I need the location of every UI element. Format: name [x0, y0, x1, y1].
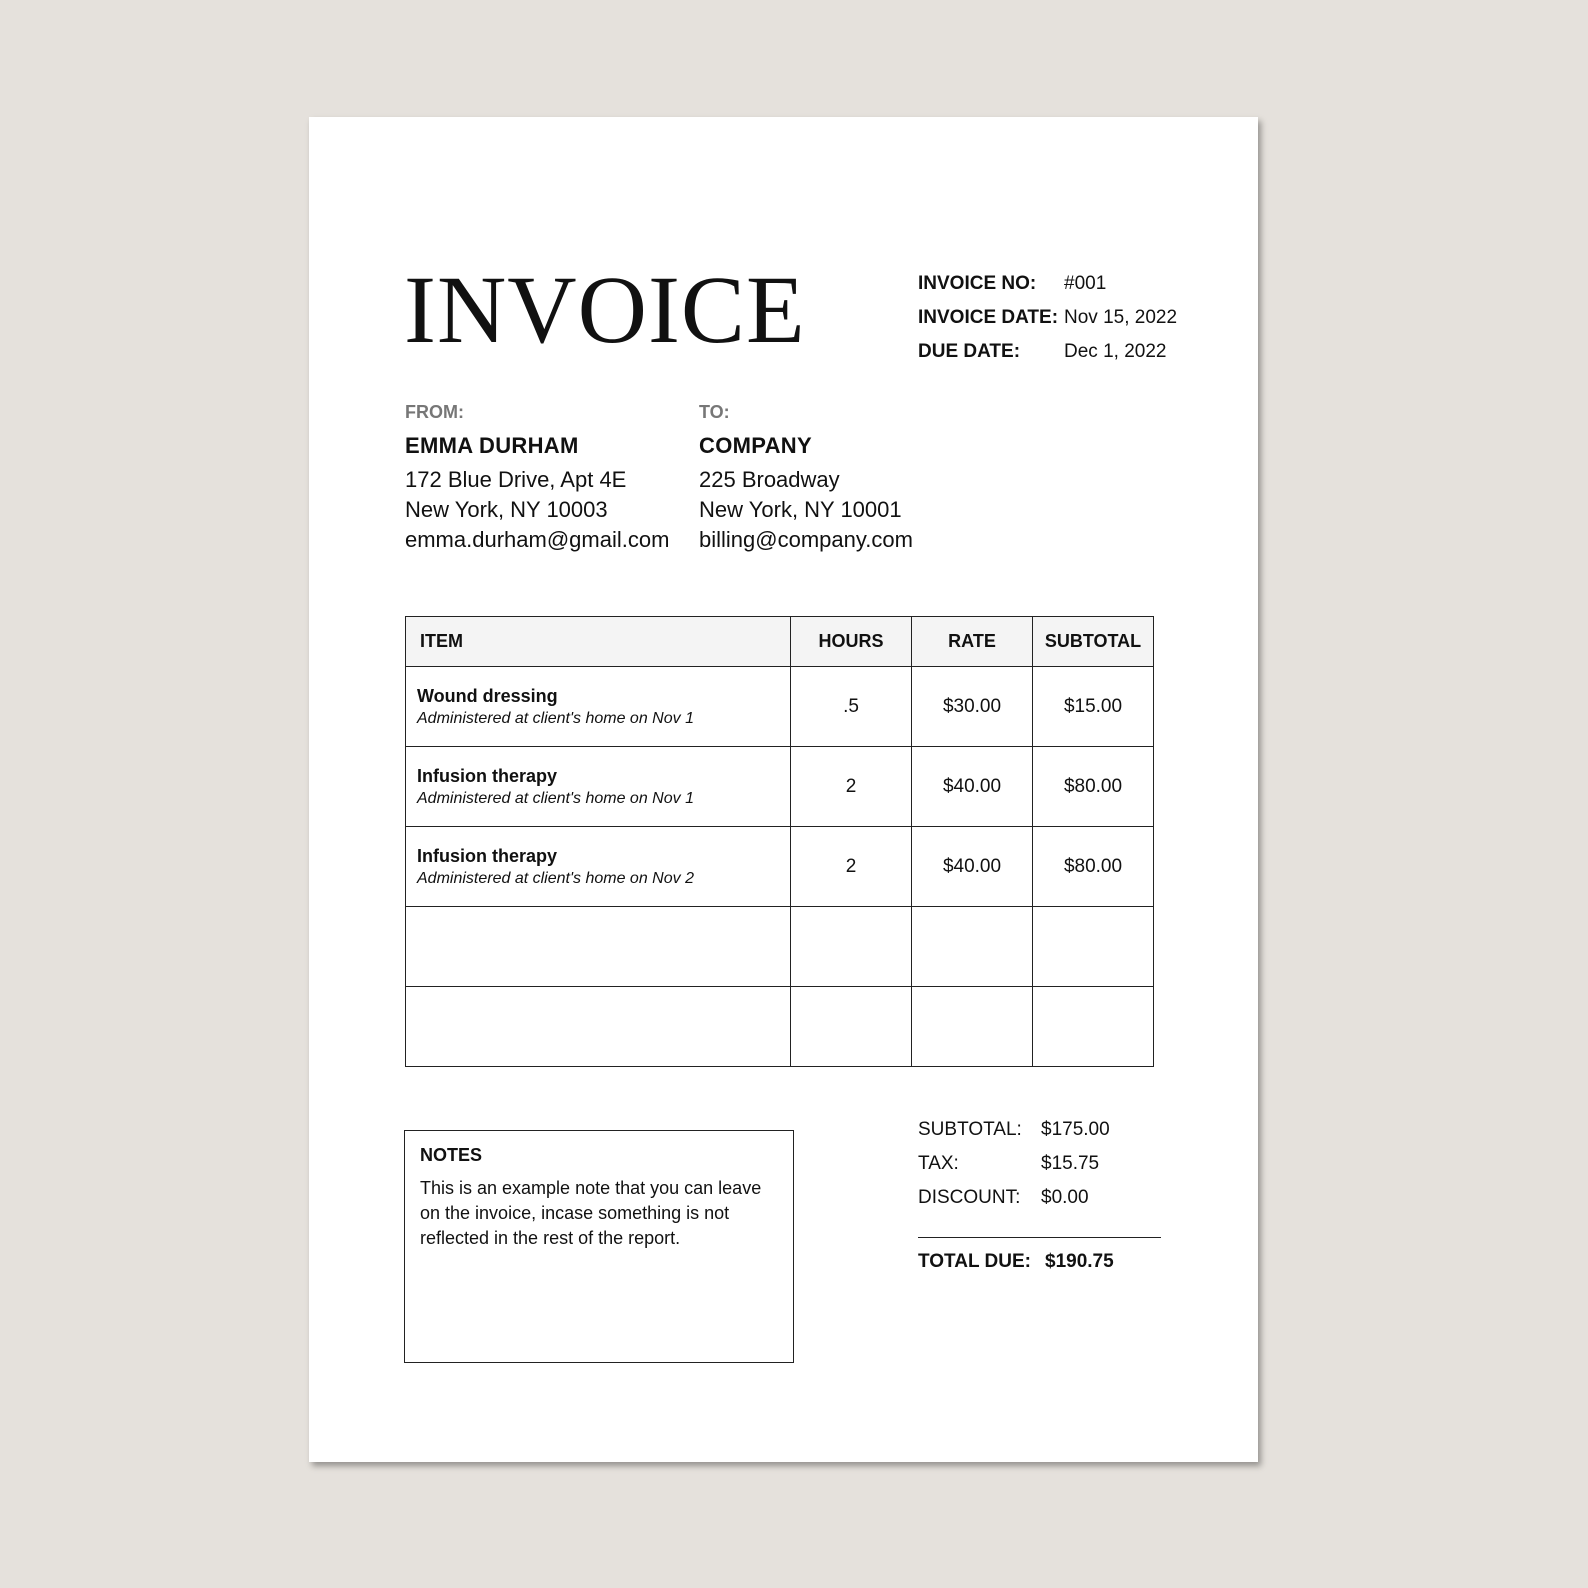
header-subtotal: SUBTOTAL	[1033, 617, 1154, 667]
to-address-line-1: 225 Broadway	[699, 467, 840, 492]
empty-table-row	[406, 987, 1154, 1067]
tax-row	[918, 1147, 1161, 1181]
meta-label: INVOICE NO:	[918, 273, 1037, 294]
empty-cell	[912, 907, 1033, 987]
from-label: FROM:	[405, 402, 464, 422]
item-name: Infusion therapy	[417, 765, 558, 786]
from-email: emma.durham@gmail.com	[405, 527, 670, 552]
to-label: TO:	[699, 402, 730, 422]
to-email: billing@company.com	[699, 527, 913, 552]
from-name: EMMA DURHAM	[405, 433, 579, 458]
to-address-line-2: New York, NY 10001	[699, 497, 902, 522]
item-rate: $40.00	[912, 747, 1033, 827]
to-block	[699, 397, 913, 555]
discount-row	[918, 1181, 1161, 1215]
table-header-row	[406, 617, 1154, 667]
subtotal-row	[918, 1113, 1161, 1147]
empty-cell	[912, 987, 1033, 1067]
invoice-meta	[918, 267, 1177, 369]
item-hours: 2	[791, 747, 912, 827]
total-due-value: $190.75	[1045, 1251, 1114, 1272]
item-cell	[406, 667, 791, 747]
totals-divider	[918, 1237, 1161, 1238]
item-cell	[406, 747, 791, 827]
invoice-page	[309, 117, 1258, 1462]
item-hours: .5	[791, 667, 912, 747]
discount-value: $0.00	[1041, 1187, 1089, 1208]
item-rate: $30.00	[912, 667, 1033, 747]
item-subtotal: $80.00	[1033, 747, 1154, 827]
empty-cell	[1033, 987, 1154, 1067]
table-row	[406, 667, 1154, 747]
empty-cell	[1033, 907, 1154, 987]
subtotal-label: SUBTOTAL:	[918, 1119, 1022, 1140]
empty-cell	[791, 907, 912, 987]
due-date: Dec 1, 2022	[1064, 341, 1167, 362]
item-name: Wound dressing	[417, 685, 558, 706]
invoice-number-row	[918, 267, 1177, 301]
invoice-date-row	[918, 301, 1177, 335]
from-block	[405, 397, 669, 555]
notes-title: NOTES	[420, 1145, 483, 1165]
item-description: Administered at client's home on Nov 2	[417, 869, 694, 887]
item-cell	[406, 827, 791, 907]
item-subtotal: $80.00	[1033, 827, 1154, 907]
item-subtotal: $15.00	[1033, 667, 1154, 747]
header-hours: HOURS	[791, 617, 912, 667]
item-rate: $40.00	[912, 827, 1033, 907]
empty-cell	[791, 987, 912, 1067]
header-rate: RATE	[912, 617, 1033, 667]
invoice-title: INVOICE	[404, 256, 806, 363]
empty-cell	[406, 987, 791, 1067]
table-row	[406, 827, 1154, 907]
tax-value: $15.75	[1041, 1153, 1100, 1174]
discount-label: DISCOUNT:	[918, 1187, 1021, 1208]
invoice-number: #001	[1064, 273, 1107, 294]
header-item: ITEM	[406, 617, 791, 667]
subtotal-value: $175.00	[1041, 1119, 1110, 1140]
line-items-table	[405, 616, 1154, 1067]
item-description: Administered at client's home on Nov 1	[417, 789, 694, 807]
item-name: Infusion therapy	[417, 845, 558, 866]
item-hours: 2	[791, 827, 912, 907]
from-address-line-2: New York, NY 10003	[405, 497, 608, 522]
meta-label: INVOICE DATE:	[918, 307, 1059, 328]
table-row	[406, 747, 1154, 827]
meta-label: DUE DATE:	[918, 341, 1021, 362]
totals-block	[918, 1113, 1161, 1284]
empty-cell	[406, 907, 791, 987]
notes-box	[404, 1130, 794, 1363]
invoice-date: Nov 15, 2022	[1064, 307, 1178, 328]
total-due-label: TOTAL DUE:	[918, 1251, 1031, 1272]
total-due-row	[918, 1240, 1161, 1284]
from-address-line-1: 172 Blue Drive, Apt 4E	[405, 467, 627, 492]
tax-label: TAX:	[918, 1153, 959, 1174]
notes-text: This is an example note that you can leave on the invoice, incase something is not reflected in the rest of the report.	[420, 1178, 762, 1248]
empty-table-row	[406, 907, 1154, 987]
item-description: Administered at client's home on Nov 1	[417, 709, 694, 727]
due-date-row	[918, 335, 1177, 369]
to-name: COMPANY	[699, 433, 812, 458]
